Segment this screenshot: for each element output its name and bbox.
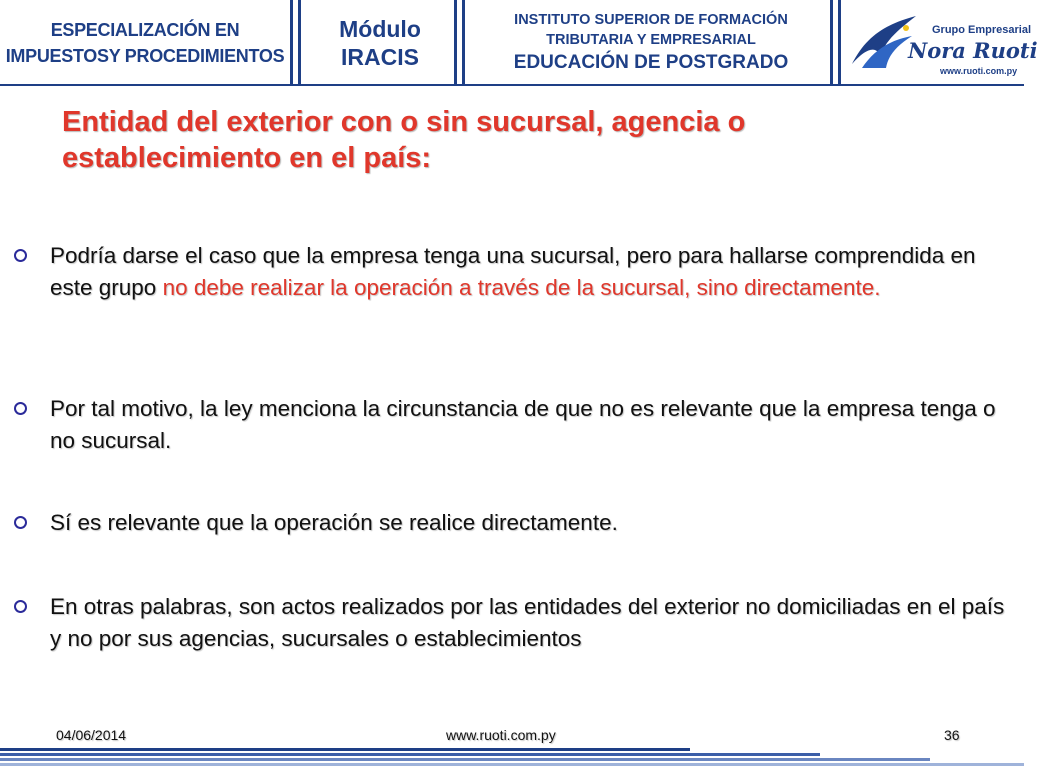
- module-line-2: IRACIS: [341, 44, 419, 70]
- slide-title: Entidad del exterior con o sin sucursal, agencia o establecimiento en el país:: [62, 106, 746, 174]
- bullet-text: En otras palabras, son actos realizados por las entidades del exterior no domiciliadas en el país y no por sus agencias, sucursales o establecimientos: [50, 594, 1005, 651]
- footer-stripe: [0, 748, 690, 751]
- specialization-line-1: ESPECIALIZACIÓN EN: [50, 20, 240, 40]
- logo-name-text: Nora Ruoti: [908, 38, 1038, 63]
- bullet-circle-icon: [14, 249, 27, 262]
- logo-url-text: www.ruoti.com.py: [940, 66, 1018, 76]
- bullet-circle-icon: [14, 600, 27, 613]
- footer-stripe: [0, 753, 820, 756]
- institute-line-2: TRIBUTARIA Y EMPRESARIAL: [546, 32, 756, 48]
- bullet-text-highlight: no debe realizar la operación a través de la sucursal, sino directamente.: [162, 275, 881, 300]
- bullet-text: Sí es relevante que la operación se realice directamente.: [50, 510, 618, 535]
- logo-group-text: Grupo Empresarial: [932, 24, 1032, 36]
- footer-date: 04/06/2014: [56, 727, 127, 743]
- footer-stripe: [0, 758, 930, 761]
- bullet-circle-icon: [14, 516, 27, 529]
- institute-line-3: EDUCACIÓN DE POSTGRADO: [513, 52, 789, 73]
- institute-line-1: INSTITUTO SUPERIOR DE FORMACIÓN: [514, 12, 788, 28]
- bullet-text: Por tal motivo, la ley menciona la circunstancia de que no es relevante que la empresa tenga o no sucursal.: [50, 396, 996, 453]
- footer-url[interactable]: www.ruoti.com.py: [446, 727, 556, 743]
- bullet-circle-icon: [14, 402, 27, 415]
- footer-page-number: 36: [944, 727, 960, 743]
- footer-stripes: [0, 748, 1024, 768]
- bullet-text-plain: Podría darse el caso que la empresa tenga una sucursal, pero para hallarse comprendida en este grupo: [50, 243, 976, 300]
- footer-stripe: [0, 763, 1024, 766]
- specialization-line-2: IMPUESTOSY PROCEDIMIENTOS: [5, 46, 285, 66]
- module-line-1: Módulo: [339, 16, 421, 42]
- bullet-text: [50, 240, 1010, 304]
